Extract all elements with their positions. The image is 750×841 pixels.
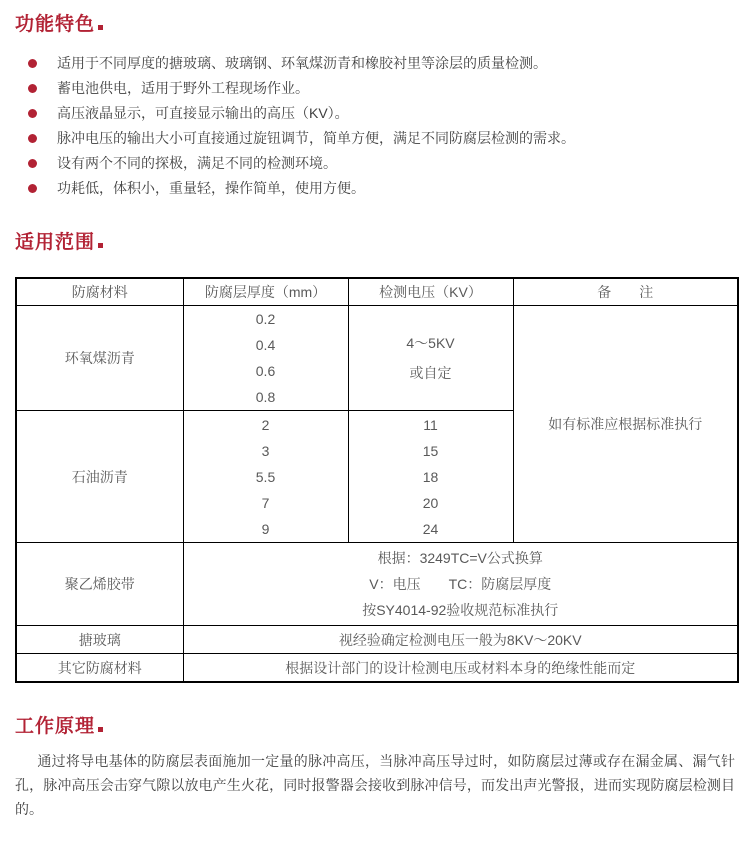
cell-material-polyethylene: 聚乙烯胶带 xyxy=(16,543,183,626)
features-list xyxy=(15,51,735,201)
thickness-value: 0.6 xyxy=(255,363,276,379)
voltage-value: 18 xyxy=(422,468,439,485)
feature-item: 高压液晶显示，可直接显示输出的高压（KV）。 xyxy=(15,101,735,126)
cell-thickness-petroleum xyxy=(183,411,348,543)
feature-item: 脉冲电压的输出大小可直接通过旋钮调节，简单方便，满足不同防腐层检测的需求。 xyxy=(15,126,735,151)
thickness-value: 0.2 xyxy=(255,311,276,327)
thickness-value: 3 xyxy=(261,442,270,459)
table-row-polyethylene xyxy=(16,543,738,626)
table-row-enamel xyxy=(16,626,738,654)
principle-paragraph: 通过将导电基体的防腐层表面施加一定量的脉冲高压，当脉冲高压导过时，如防腐层过薄或存在漏金属、漏气针孔，脉冲高压会击穿气隙以放电产生火花，同时报警器会接收到脉冲信号，而发出声光警报，进而实现防腐层检测目的。 xyxy=(15,753,735,817)
thickness-value: 7 xyxy=(261,494,270,511)
note-line: V：电压 TC：防腐层厚度 xyxy=(369,576,552,592)
cell-thickness-epoxy xyxy=(183,306,348,411)
table-header-row xyxy=(16,278,738,306)
note-line: 根据：3249TC=V公式换算 xyxy=(377,550,543,566)
voltage-value: 15 xyxy=(422,442,439,459)
cell-material-other: 其它防腐材料 xyxy=(16,654,183,683)
cell-voltage-epoxy xyxy=(348,306,513,411)
cell-remark: 如有标准应根据标准执行 xyxy=(513,306,738,543)
cell-material-epoxy: 环氧煤沥青 xyxy=(16,306,183,411)
voltage-value: 或自定 xyxy=(409,365,452,381)
features-section-title: 功能特色 xyxy=(15,12,735,38)
voltage-value: 4～5KV xyxy=(406,335,455,351)
cell-note-other: 根据设计部门的设计检测电压或材料本身的绝缘性能而定 xyxy=(183,654,738,683)
cell-material-enamel: 搪玻璃 xyxy=(16,626,183,654)
principle-section-title: 工作原理 xyxy=(15,714,735,740)
voltage-value: 24 xyxy=(422,520,439,537)
header-voltage: 检测电压（KV） xyxy=(348,278,513,306)
feature-item: 设有两个不同的探极，满足不同的检测环境。 xyxy=(15,151,735,176)
header-remark: 备 注 xyxy=(513,278,738,306)
feature-item: 适用于不同厚度的搪玻璃、玻璃钢、环氧煤沥青和橡胶衬里等涂层的质量检测。 xyxy=(15,51,735,76)
thickness-value: 2 xyxy=(261,416,270,433)
feature-item: 蓄电池供电，适用于野外工程现场作业。 xyxy=(15,76,735,101)
feature-item: 功耗低，体积小，重量轻，操作简单，使用方便。 xyxy=(15,176,735,201)
voltage-value: 11 xyxy=(423,416,438,433)
cell-note-polyethylene xyxy=(183,543,738,626)
scope-section-title: 适用范围 xyxy=(15,230,735,256)
table-row-other xyxy=(16,654,738,683)
note-line: 按SY4014-92验收规范标准执行 xyxy=(362,602,559,618)
thickness-value: 9 xyxy=(261,520,270,537)
thickness-value: 0.8 xyxy=(255,389,276,405)
table-row-epoxy xyxy=(16,306,738,411)
header-material: 防腐材料 xyxy=(16,278,183,306)
header-thickness: 防腐层厚度（mm） xyxy=(183,278,348,306)
cell-note-enamel: 视经验确定检测电压一般为8KV～20KV xyxy=(183,626,738,654)
voltage-value: 20 xyxy=(422,494,439,511)
application-scope-table xyxy=(15,277,739,683)
cell-voltage-petroleum xyxy=(348,411,513,543)
thickness-value: 5.5 xyxy=(255,468,276,485)
thickness-value: 0.4 xyxy=(255,337,276,353)
cell-material-petroleum: 石油沥青 xyxy=(16,411,183,543)
